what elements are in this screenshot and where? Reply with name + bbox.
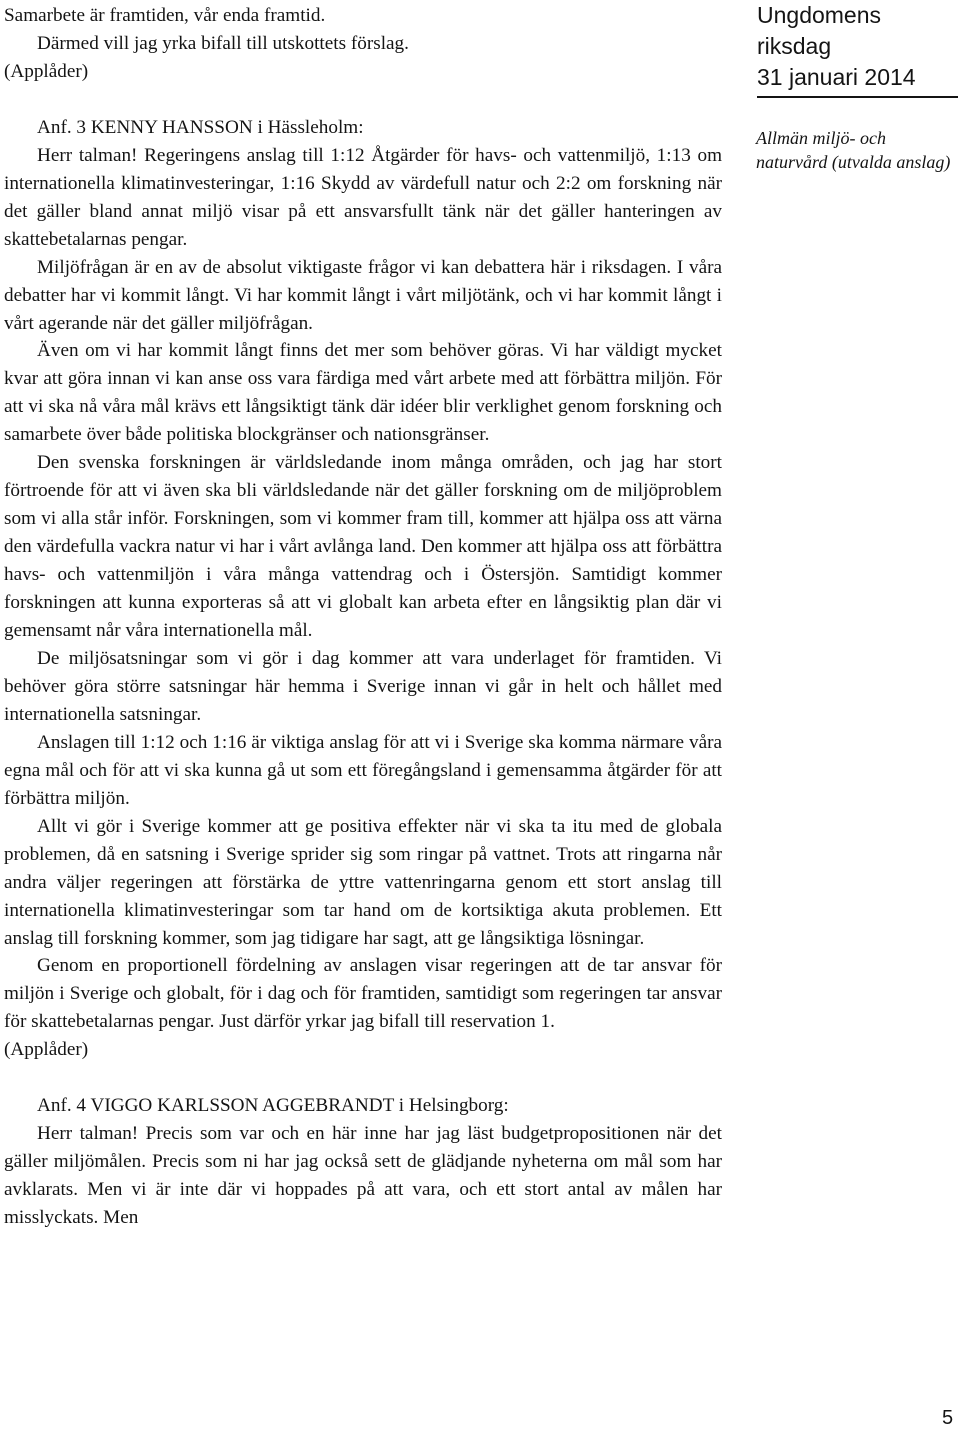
page-number: 5 xyxy=(942,1407,954,1429)
speech-paragraph: Den svenska forskningen är världsledande inom många områden, och jag har stort förtroende för att vi även ska bli världsledande när det gäller forskning om de miljöproblem som vi alla står inför. Forskningen, som vi kommer fram till, kommer att hjälpa oss att värna den värdefulla vackra natur vi har i vårt avlånga land. Den kommer att hjälpa oss att förbättra havs- och vattenmiljön i våra många vattendrag och i Östersjön. Samtidigt kommer forskningen att kunna exporteras så att vi globalt kan arbeta efter en långsiktig plan där vi gemensamt når våra internationella mål. xyxy=(4,452,722,642)
applause-note: (Applåder) xyxy=(4,1039,89,1061)
header-rule xyxy=(757,96,958,98)
header-date: 31 januari 2014 xyxy=(757,64,916,90)
running-header xyxy=(757,0,957,93)
speech-paragraph: Herr talman! Regeringens anslag till 1:12 Åtgärder för havs- och vattenmiljö, 1:13 om internationella klimatinvesteringar, 1:16 Skydd av värdefull natur och 2:2 om forskning när det gäller bland annat miljö visar på ett ansvarsfullt tänk när det gäller hanteringen av skattebetalarnas pengar. xyxy=(4,144,722,250)
spacer xyxy=(4,1064,722,1092)
speech-paragraph: Även om vi har kommit långt finns det mer som behöver göras. Vi har väldigt mycket kvar att göra innan vi kan anse oss vara färdiga med vårt arbete med att förbättra miljön. För att vi ska nå våra mål krävs ett långsiktigt tänk där idéer blir verklighet genom forskning och samarbete över både politiska blockgränser och nationsgränser. xyxy=(4,340,722,446)
speech-heading: Anf. 3 KENNY HANSSON i Hässleholm: xyxy=(37,116,364,138)
speech-paragraph: Anslagen till 1:12 och 1:16 är viktiga anslag för att vi i Sverige ska komma närmare våra egna mål och för att vi ska kunna gå ut som ett föregångsland i gemensamma åtgärder för att förbättra miljön. xyxy=(4,731,722,809)
header-subtitle: riksdag xyxy=(757,33,832,59)
spacer xyxy=(4,86,722,114)
intro-line: Därmed vill jag yrka bifall till utskottets förslag. xyxy=(37,32,409,54)
speech-paragraph: Herr talman! Precis som var och en här inne har jag läst budgetpropositionen när det gäller miljömålen. Precis som ni har jag också sett de glädjande nyheterna om mål som har avklarats. Men vi är inte där vi hoppades på att vara, och ett stort antal av målen har misslyckats. Men xyxy=(4,1123,722,1229)
applause-note: (Applåder) xyxy=(4,60,89,82)
speech-paragraph: Allt vi gör i Sverige kommer att ge positiva effekter när vi ska ta itu med de globala problemen, då en satsning i Sverige sprider sig som ringar på vattnet. Trots att ringarna når andra väljer regeringen att förstärka de yttre vattenringarna genom ett stort anslag till internationella klimatinvesteringar som tar hand om de kortsiktiga akuta problemen. Ett anslag till forskning kommer, som jag tidigare har sagt, att ge långsiktiga lösningar. xyxy=(4,815,722,949)
speech-paragraph: Miljöfrågan är en av de absolut viktigaste frågor vi kan debattera här i riksdagen. I våra debatter har vi kommit långt. Vi har kommit långt i vårt miljötänk, och vi har kommit långt i vårt agerande när det gäller miljöfrågan. xyxy=(4,256,722,334)
intro-line: Samarbete är framtiden, vår enda framtid. xyxy=(4,5,326,26)
speech-paragraph: De miljösatsningar som vi gör i dag kommer att vara underlaget för framtiden. Vi behöver göra större satsningar här hemma i Sverige innan vi går in helt och hållet med internationella satsningar. xyxy=(4,647,722,725)
speech-heading: Anf. 4 VIGGO KARLSSON AGGEBRANDT i Helsingborg: xyxy=(37,1095,509,1117)
margin-note: Allmän miljö- och naturvård (utvalda anslag) xyxy=(756,128,951,172)
main-text-column xyxy=(4,2,722,1232)
header-title: Ungdomens xyxy=(757,2,882,28)
speech-paragraph: Genom en proportionell fördelning av anslagen visar regeringen att de tar ansvar för miljön i Sverige och globalt, för i dag och för framtiden, samtidigt som regeringen tar ansvar för skattebetalarnas pengar. Just därför yrkar jag bifall till reservation 1. xyxy=(4,955,722,1033)
